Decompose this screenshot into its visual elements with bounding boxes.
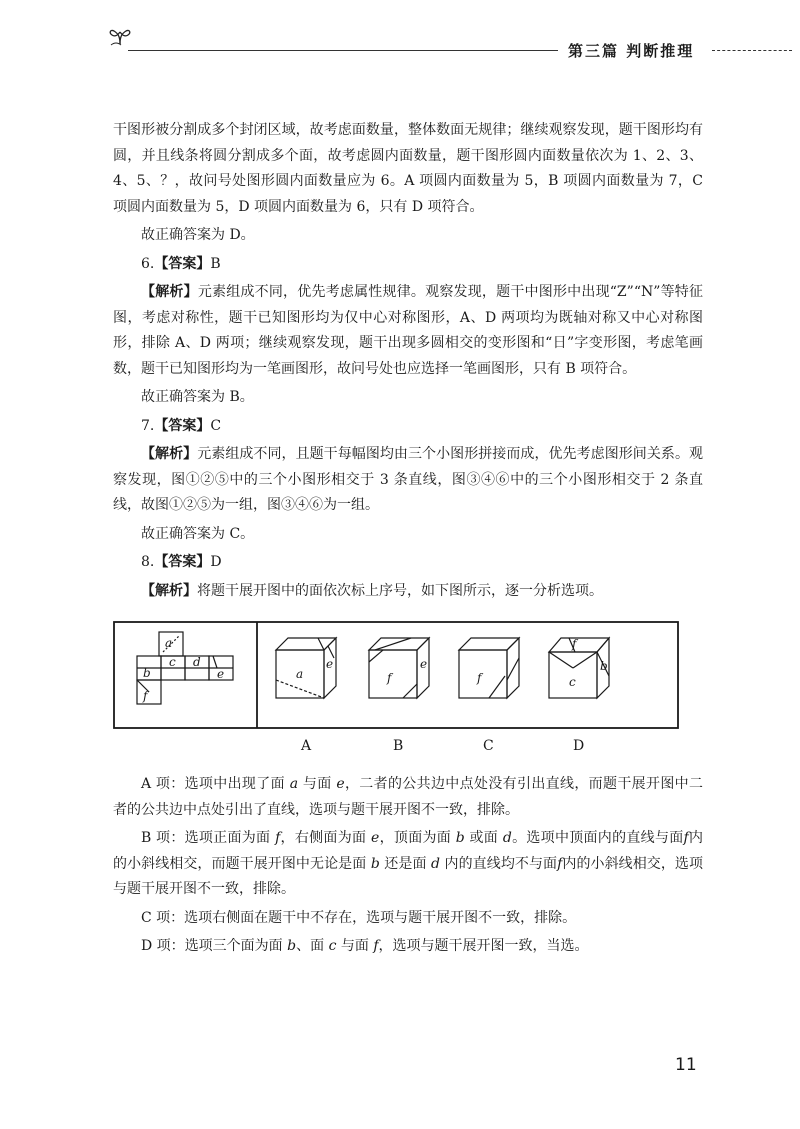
cube-net-figure [113,618,703,766]
cube-option-c [459,638,519,698]
option-b-analysis: B 项：选项正面为面 f，右侧面为面 e，顶面为面 b 或面 d。选项中顶面内的直线与面f内的小斜线相交，而题干展开图中无论是面 b 还是面 d 内的直线均不与面f内的小斜线相交，选项与题干展开图不一致，排除。 [113,830,704,897]
q8-analysis: 【解析】将题干展开图中的面依次标上序号，如下图所示，逐一分析选项。 [141,582,603,599]
q7-conclusion: 故正确答案为 C。 [141,525,255,542]
sprout-logo-icon [108,24,132,50]
net-face-f: f [143,689,148,703]
header-rule [128,50,558,51]
cube-d-face-label-c: c [569,675,576,689]
net-face-b: b [143,666,151,680]
q6-answer-line: 6.【答案】B [141,255,221,272]
q8-answer-line: 8.【答案】D [141,554,222,570]
cube-a-face-label-a: a [296,667,304,681]
option-label-d: D [573,738,585,754]
q6-analysis: 【解析】元素组成不同，优先考虑属性规律。观察发现，题干中图形中出现“Z”“N”等特征图，考虑对称性，题干已知图形均为仅中心对称图形，A、D 两项均为既轴对称又中心对称图形，排除 A、D 两项；继续观察发现，题干出现多圆相交的变形图和“日”字变形图，考虑笔画数，题干已知图形均为一笔画图形，故问号处也应选择一笔画图形，只有 B 项符合。 [113,284,704,377]
cube-b-face-label-f: f [387,671,392,685]
option-c-analysis: C 项：选项右侧面在题干中不存在，选项与题干展开图不一致，排除。 [141,909,577,926]
q6-conclusion: 故正确答案为 B。 [141,389,254,405]
net-face-e: e [217,667,225,681]
q7-answer-line: 7.【答案】C [141,417,222,434]
paragraph-q5-tail: 干图形被分割成多个封闭区域，故考虑面数量，整体数面无规律；继续观察发现，题干图形均有圆，并且线条将圆分割成多个面，故考虑圆内面数量，题干图形圆内面数量依次为 1、2、3、4、5、？，故问号处图形圆内面数量应为 6。A 项圆内面数量为 5，B 项圆内面数量为 7，C 项圆内面数量为 5，D 项圆内面数量为 6，只有 D 项符合。 [113,122,703,215]
page-content [113,118,703,963]
page-header-title: 第三篇 判断推理 [568,42,695,60]
cube-d-face-label-f: f [572,637,577,651]
figure-drawing [113,618,683,730]
cube-c-face-label-f: f [477,671,482,685]
net-face-d: d [193,655,201,669]
cube-d-face-label-b: b [600,659,608,673]
option-label-c: C [483,738,494,754]
option-a-analysis: A 项：选项中出现了面 a 与面 e，二者的公共边中点处没有引出直线，而题干展开图中二者的公共边中点处引出了直线，选项与题干展开图不一致，排除。 [113,776,704,818]
option-label-a: A [301,738,312,754]
cube-a-face-label-e: e [326,657,334,671]
header-dashed-rule [712,50,792,51]
net-face-a: a [165,636,173,650]
option-d-analysis: D 项：选项三个面为面 b、面 c 与面 f，选项与题干展开图一致，当选。 [141,938,589,954]
q5-conclusion: 故正确答案为 D。 [141,227,255,243]
option-label-b: B [393,738,404,754]
q7-analysis: 【解析】元素组成不同，且题干每幅图均由三个小图形拼接而成，优先考虑图形间关系。观察发现，图①②⑤中的三个小图形相交于 3 条直线，图③④⑥中的三个小图形相交于 2 条直线，故图①②⑤为一组，图③④⑥为一组。 [113,446,704,513]
net-face-c: c [169,655,176,669]
cube-b-face-label-e: e [420,657,428,671]
page-number: 11 [675,1055,697,1075]
